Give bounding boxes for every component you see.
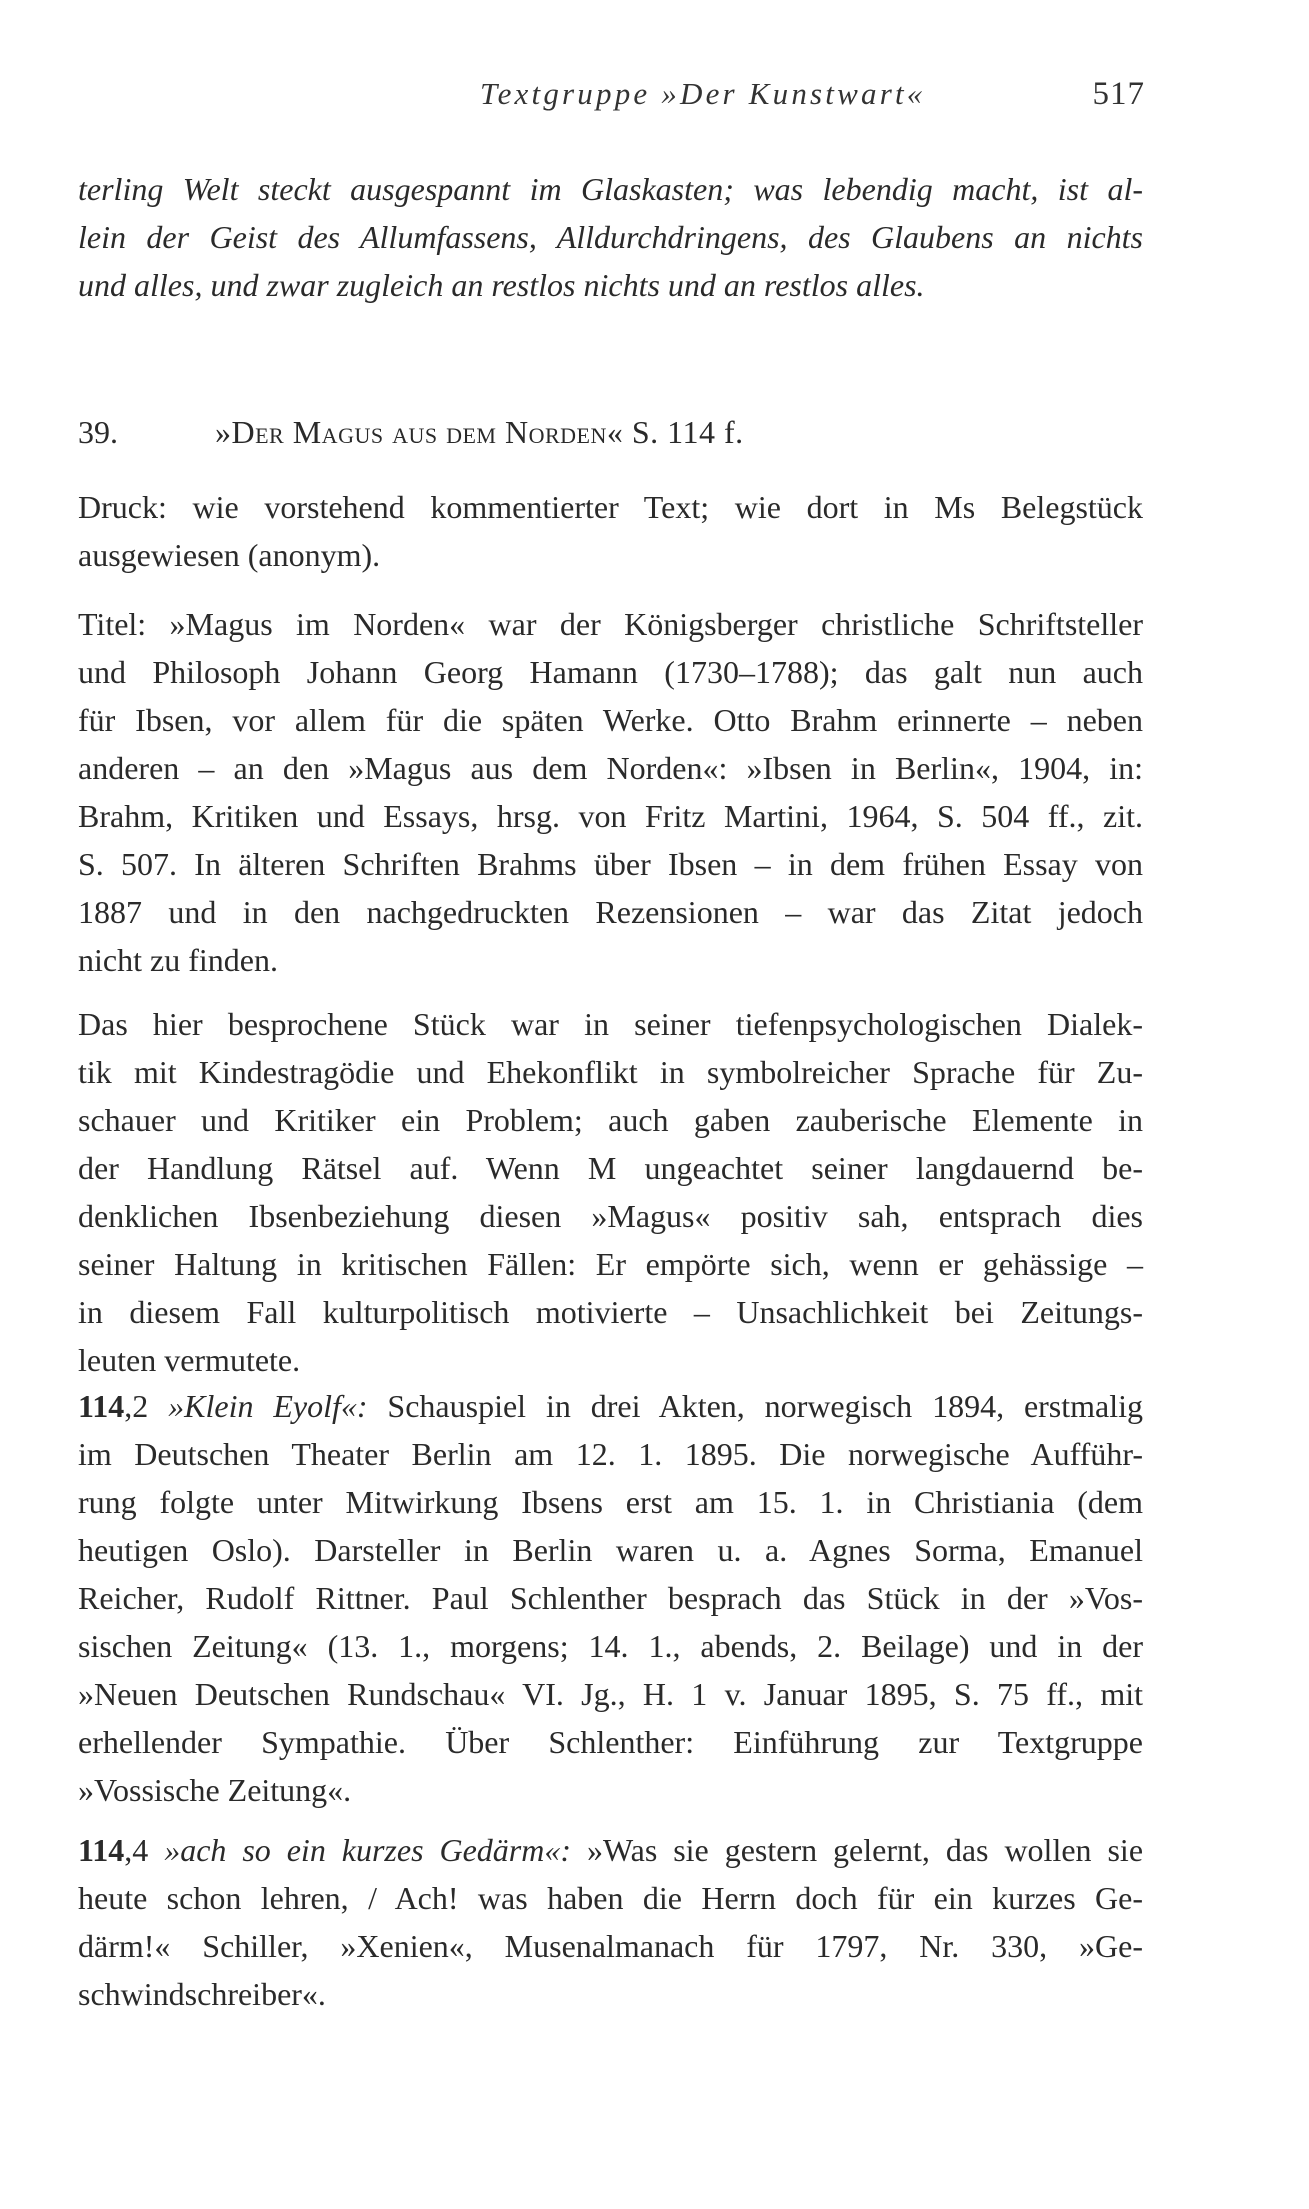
stueck-line: der Handlung Rätsel auf. Wenn M ungeachtet seiner langdauernd be- xyxy=(78,1150,1143,1186)
note-eyolf-line: »Vossische Zeitung«. xyxy=(78,1772,352,1808)
note-lemma: »Klein Eyolf«: xyxy=(168,1388,368,1424)
stueck-line: denklichen Ibsenbeziehung diesen »Magus« positiv sah, entsprach dies xyxy=(78,1198,1143,1234)
note-gedaerm-line: därm!« Schiller, »Xenien«, Musenalmanach für 1797, Nr. 330, »Ge- xyxy=(78,1928,1143,1964)
stueck-line: Das hier besprochene Stück war in seiner tiefenpsychologischen Dialek- xyxy=(78,1006,1143,1042)
titel-line: für Ibsen, vor allem für die späten Werke. Otto Brahm erinnerte – neben xyxy=(78,702,1143,738)
entry-title-smallcaps: Der Magus aus dem Norden xyxy=(231,414,607,450)
quote-line: und alles, und zwar zugleich an restlos nichts und an restlos alles. xyxy=(78,267,925,303)
running-head xyxy=(480,76,1145,120)
entry-title xyxy=(215,408,744,456)
note-eyolf-line: sischen Zeitung« (13. 1., morgens; 14. 1., abends, 2. Beilage) und in der xyxy=(78,1628,1143,1664)
titel-line: und Philosoph Johann Georg Hamann (1730–1788); das galt nun auch xyxy=(78,654,1143,690)
note-eyolf-line: »Neuen Deutschen Rundschau« VI. Jg., H. 1 v. Januar 1895, S. 75 ff., mit xyxy=(78,1676,1143,1712)
note-eyolf-line: rung folgte unter Mitwirkung Ibsens erst am 15. 1. in Christiania (dem xyxy=(78,1484,1143,1520)
entry-number: 39. xyxy=(78,414,118,450)
note-gedaerm-line: heute schon lehren, / Ach! was haben die Herrn doch für ein kurzes Ge- xyxy=(78,1880,1143,1916)
druck-line: ausgewiesen (anonym). xyxy=(78,537,381,573)
note-text: »Was sie gestern gelernt, das wollen sie xyxy=(586,1832,1144,1868)
quote-line: terling Welt steckt ausgespannt im Glaskasten; was lebendig macht, ist al- xyxy=(78,171,1143,207)
titel-line: anderen – an den »Magus aus dem Norden«: »Ibsen in Berlin«, 1904, in: xyxy=(78,750,1143,786)
note-eyolf-line: Reicher, Rudolf Rittner. Paul Schlenther besprach das Stück in der »Vos- xyxy=(78,1580,1143,1616)
note-ref-line: ,4 xyxy=(124,1832,149,1868)
titel-line: Brahm, Kritiken und Essays, hrsg. von Fritz Martini, 1964, S. 504 ff., zit. xyxy=(78,798,1143,834)
note-ref-page: 114 xyxy=(78,1388,125,1424)
note-ref-line: ,2 xyxy=(124,1388,149,1424)
note-gedaerm-line: schwindschreiber«. xyxy=(78,1976,326,2012)
note-eyolf-first-line xyxy=(78,1382,1143,1430)
note-ref-page: 114 xyxy=(78,1832,125,1868)
note-text: Schauspiel in drei Akten, norwegisch 1894, erstmalig xyxy=(387,1388,1144,1424)
titel-line: Titel: »Magus im Norden« war der Königsberger christliche Schriftsteller xyxy=(78,606,1143,642)
note-gedaerm-first-line xyxy=(78,1826,1143,1874)
note-lemma: »ach so ein kurzes Gedärm«: xyxy=(164,1832,572,1868)
titel-line: nicht zu finden. xyxy=(78,942,278,978)
druck-line: Druck: wie vorstehend kommentierter Text; wie dort in Ms Belegstück xyxy=(78,489,1143,525)
entry-title-open: » xyxy=(215,414,232,450)
stueck-line: leuten vermutete. xyxy=(78,1342,301,1378)
titel-line: S. 507. In älteren Schriften Brahms über Ibsen – in dem frühen Essay von xyxy=(78,846,1143,882)
entry-heading xyxy=(78,408,1143,456)
note-eyolf-line: erhellender Sympathie. Über Schlenther: Einführung zur Textgruppe xyxy=(78,1724,1143,1760)
titel-line: 1887 und in den nachgedruckten Rezensionen – war das Zitat jedoch xyxy=(78,894,1143,930)
running-head-title: Textgruppe »Der Kunstwart« xyxy=(480,76,926,111)
stueck-line: in diesem Fall kulturpolitisch motivierte – Unsachlichkeit bei Zeitungs- xyxy=(78,1294,1143,1330)
entry-title-close: « S. 114 f. xyxy=(606,414,744,450)
note-eyolf-line: heutigen Oslo). Darsteller in Berlin waren u. a. Agnes Sorma, Emanuel xyxy=(78,1532,1143,1568)
page-number: 517 xyxy=(1092,76,1145,112)
quote-line: lein der Geist des Allumfassens, Alldurchdringens, des Glaubens an nichts xyxy=(78,219,1143,255)
stueck-line: seiner Haltung in kritischen Fällen: Er empörte sich, wenn er gehässige – xyxy=(78,1246,1143,1282)
note-eyolf-line: im Deutschen Theater Berlin am 12. 1. 1895. Die norwegische Aufführ- xyxy=(78,1436,1143,1472)
stueck-line: schauer und Kritiker ein Problem; auch gaben zauberische Elemente in xyxy=(78,1102,1143,1138)
stueck-line: tik mit Kindestragödie und Ehekonflikt in symbolreicher Sprache für Zu- xyxy=(78,1054,1143,1090)
